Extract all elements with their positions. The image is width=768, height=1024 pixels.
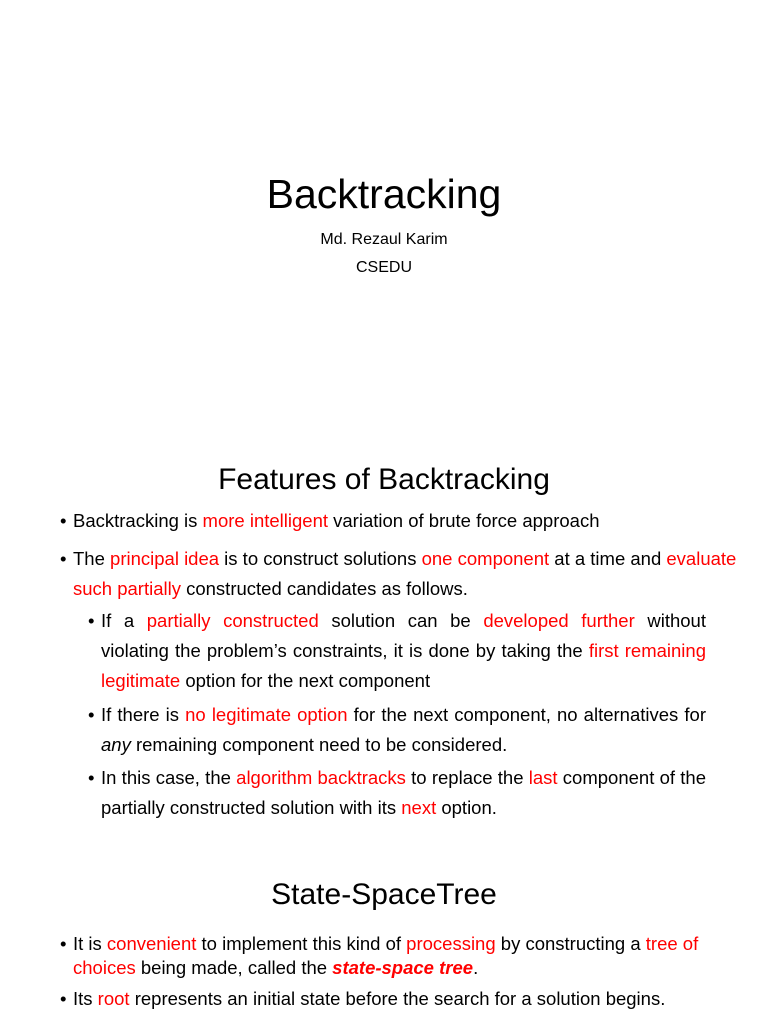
bullet-icon: • bbox=[88, 610, 95, 631]
bullet-text: Backtracking is more intelligent variation of brute force approach bbox=[73, 510, 600, 531]
bullet-icon: • bbox=[88, 704, 95, 725]
bullet-tree-of-choices bbox=[60, 932, 760, 980]
bullet-text: The principal idea is to construct solutions one component at a time and evaluate such partially constructed candidates as follows. bbox=[73, 548, 737, 599]
bullet-text: It is convenient to implement this kind of processing by constructing a tree of choices being made, called the state-space tree. bbox=[73, 933, 699, 978]
state-space-tree-heading: State-SpaceTree bbox=[271, 878, 497, 911]
slide-title: Backtracking bbox=[266, 171, 502, 217]
subbullet-algorithm-backtracks bbox=[88, 763, 706, 823]
department: CSEDU bbox=[355, 259, 412, 276]
bullet-icon: • bbox=[60, 988, 67, 1009]
bullet-text: Its root represents an initial state before the search for a solution begins. bbox=[73, 988, 666, 1009]
bullet-root bbox=[60, 987, 760, 1011]
bullet-intelligent-variation bbox=[60, 506, 750, 536]
author-name: Md. Rezaul Karim bbox=[320, 231, 448, 248]
subbullet-no-legitimate-option bbox=[88, 700, 706, 760]
subbullet-developed-further bbox=[88, 606, 706, 696]
bullet-icon: • bbox=[60, 933, 67, 954]
bullet-icon: • bbox=[60, 510, 67, 531]
bullet-text: If there is no legitimate option for the next component, no alternatives for any remaining component need to be considered. bbox=[101, 704, 706, 755]
bullet-icon: • bbox=[88, 767, 95, 788]
bullet-icon: • bbox=[60, 548, 67, 569]
bullet-principal-idea bbox=[60, 544, 750, 604]
bullet-text: If a partially constructed solution can be developed further without violating the problem’s constraints, it is done by taking the first remaining legitimate option for the next component bbox=[101, 610, 706, 691]
features-heading: Features of Backtracking bbox=[218, 463, 550, 496]
bullet-text: In this case, the algorithm backtracks to replace the last component of the partially constructed solution with its next option. bbox=[101, 767, 706, 818]
